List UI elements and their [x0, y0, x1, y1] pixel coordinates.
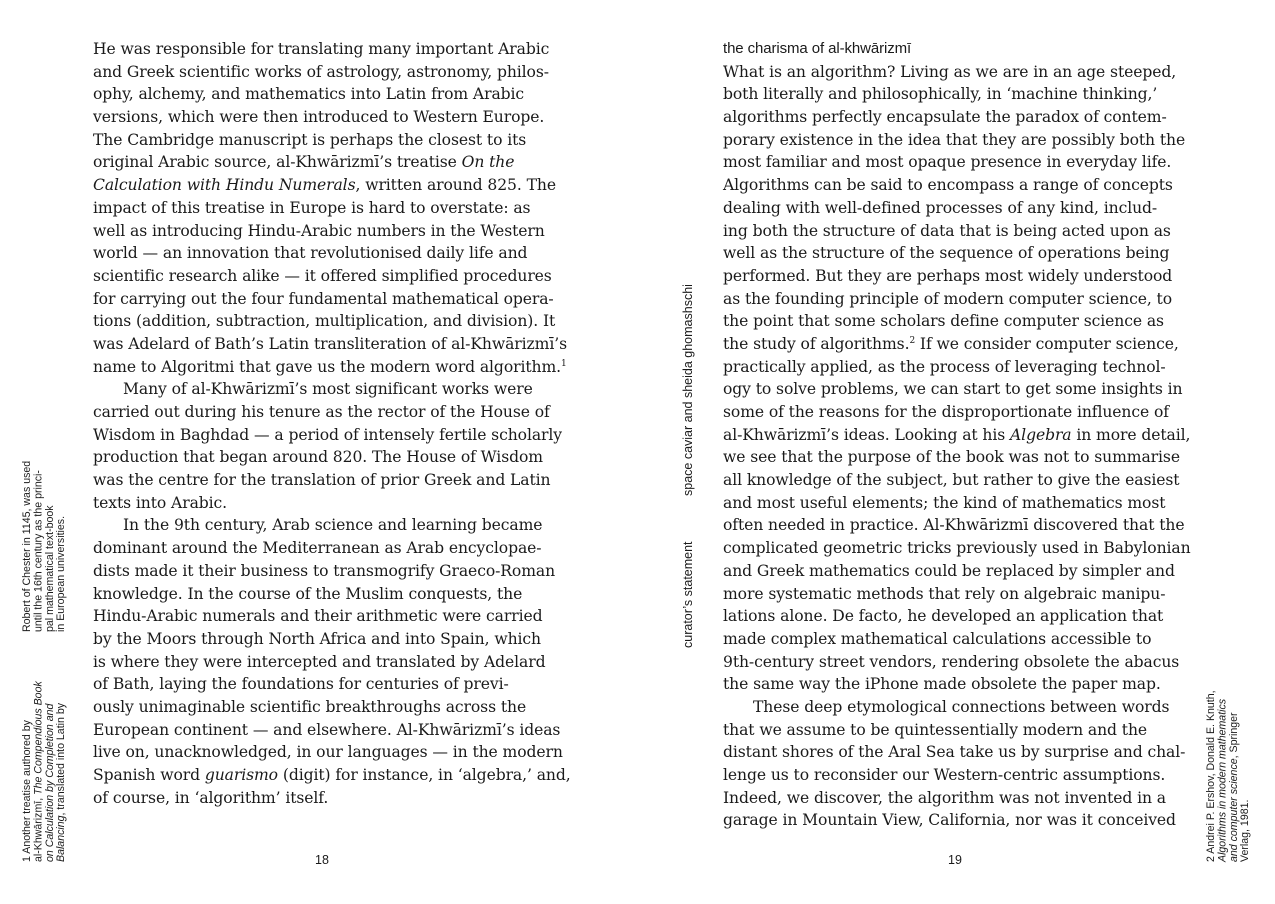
text-line — [723, 288, 1193, 311]
text-line — [93, 469, 563, 492]
text-line — [93, 719, 563, 742]
footnote-text: , translated into Latin by — [55, 702, 68, 816]
italic-title: guarismo — [204, 766, 278, 784]
text-line — [93, 537, 563, 560]
line-text: the same way the iPhone made obsolete the paper map. — [723, 675, 1161, 694]
line-text: In the 9th century, Arab science and learning became — [123, 516, 543, 535]
text-line — [723, 628, 1193, 651]
line-text: scientific research alike — it offered simplified procedures — [93, 266, 552, 285]
footnote-title: Balancing — [55, 815, 68, 862]
line-text: If we consider computer science, — [915, 334, 1179, 353]
text-line — [93, 242, 563, 265]
text-line — [723, 220, 1193, 243]
text-line — [723, 265, 1193, 288]
footnote-line — [56, 640, 67, 862]
line-text: most familiar and most opaque presence in everyday life. — [723, 153, 1172, 172]
text-line — [93, 288, 563, 311]
line-text: Algorithms can be said to encompass a range of concepts — [723, 176, 1173, 195]
text-line — [93, 38, 563, 61]
line-text: lenge us to reconsider our Western-centric assumptions. — [723, 766, 1166, 784]
text-line — [93, 560, 563, 583]
footnote-ref: 1 — [561, 358, 567, 369]
line-text: we see that the purpose of the book was not to summarise — [723, 448, 1180, 467]
italic-title: Calculation with Hindu Numerals — [93, 176, 356, 195]
line-text: name to Algoritmi that gave us the modern word algorithm. — [93, 357, 561, 376]
line-text: and most useful elements; the kind of mathematics most — [723, 493, 1166, 512]
line-text: Hindu-Arabic numerals and their arithmetic were carried — [93, 607, 543, 626]
right-page-body — [723, 38, 1193, 832]
text-line — [93, 310, 563, 333]
line-text: He was responsible for translating many important Arabic — [93, 40, 550, 58]
text-line — [723, 356, 1193, 379]
text-line — [723, 61, 1193, 84]
text-line — [93, 356, 567, 379]
line-text: carried out during his tenure as the rector of the House of — [93, 403, 550, 421]
section-title: the charisma of al-khwārizmī — [723, 40, 912, 57]
line-text: tions (addition, subtraction, multiplication, and division). It — [93, 312, 556, 331]
footnote-1-part-1 — [22, 640, 68, 862]
footnote-title: Algorithms in modern mathematics — [1216, 698, 1229, 862]
line-text: algorithms perfectly encapsulate the paradox of contem- — [723, 108, 1167, 127]
line-text: versions, which were then introduced to Western Europe. — [93, 108, 545, 127]
text-line — [723, 741, 1193, 764]
footnote-line: pal mathematical text-book — [43, 505, 56, 632]
line-text: some of the reasons for the disproportionate influence of — [723, 403, 1169, 421]
line-text: What is an algorithm? Living as we are in an age steeped, — [723, 62, 1177, 81]
line-text: often needed in practice. Al-Khwārizmī discovered that the — [723, 516, 1185, 535]
text-line — [93, 151, 563, 174]
page-number-left: 18 — [315, 853, 329, 867]
text-line — [723, 469, 1193, 492]
line-text: ing both the structure of data that is being acted upon as — [723, 221, 1171, 240]
line-text: complicated geometric tricks previously used in Babylonian — [723, 539, 1191, 558]
footnote-title: The Compendious Book — [32, 681, 45, 795]
line-text: porary existence in the idea that they are possibly both the — [723, 130, 1186, 149]
line-text: and Greek mathematics could be replaced by simpler and — [723, 561, 1175, 580]
footnote-line: 2 Andrei P. Ershov, Donald E. Knuth, — [1205, 690, 1217, 862]
line-text: that we assume to be quintessentially modern and the — [723, 720, 1148, 739]
text-line — [723, 401, 1193, 424]
text-line — [723, 424, 1193, 447]
text-line — [93, 83, 563, 106]
line-text: practically applied, as the process of leveraging technol- — [723, 357, 1166, 376]
footnote-line: in European universities. — [55, 515, 68, 632]
text-line — [723, 651, 1193, 674]
line-text: made complex mathematical calculations accessible to — [723, 629, 1152, 648]
text-line — [723, 106, 1193, 129]
text-line — [93, 378, 563, 401]
line-text: distant shores of the Aral Sea take us by surprise and chal- — [723, 743, 1186, 762]
line-text: was the centre for the translation of prior Greek and Latin — [93, 471, 551, 490]
line-text: impact of this treatise in Europe is hard to overstate: as — [93, 198, 531, 217]
text-line — [93, 764, 571, 787]
line-text: and Greek scientific works of astrology, astronomy, philos- — [93, 62, 549, 81]
italic-title: Algebra — [1010, 425, 1072, 444]
line-text: Wisdom in Baghdad — a period of intensely fertile scholarly — [93, 425, 562, 444]
line-text: more systematic methods that rely on algebraic manipu- — [723, 584, 1166, 603]
line-text: knowledge. In the course of the Muslim conquests, the — [93, 584, 523, 603]
line-text: production that began around 820. The House of Wisdom — [93, 448, 543, 467]
line-text: of Bath, laying the foundations for centuries of previ- — [93, 675, 509, 694]
text-line — [723, 310, 1193, 333]
text-line — [93, 583, 563, 606]
line-text: the point that some scholars define computer science as — [723, 312, 1164, 331]
text-line — [723, 583, 1193, 606]
line-text: ously unimaginable scientific breakthroughs across the — [93, 697, 527, 716]
text-line — [93, 220, 563, 243]
footnote-ref: 2 — [909, 335, 916, 346]
text-line — [723, 151, 1193, 174]
footnote-text: al-Khwārizmī, — [32, 794, 45, 862]
text-line — [93, 106, 563, 129]
line-text: 9th-century street vendors, rendering obsolete the abacus — [723, 652, 1180, 671]
line-text: in more detail, — [1071, 425, 1191, 444]
text-line — [723, 174, 1193, 197]
text-line — [93, 514, 563, 537]
text-line — [723, 696, 1193, 719]
text-line — [723, 197, 1193, 220]
footnote-line: until the 16th century as the princi- — [32, 470, 45, 632]
text-line — [93, 673, 563, 696]
footnote-line: Robert of Chester in 1145, was used — [21, 460, 33, 632]
text-line — [93, 492, 563, 515]
text-line — [723, 809, 1193, 832]
line-text: texts into Arabic. — [93, 493, 228, 512]
line-text: European continent — and elsewhere. Al-Khwārizmī’s ideas — [93, 720, 561, 739]
footnote-line — [1229, 630, 1240, 862]
text-line — [723, 764, 1193, 787]
text-line — [93, 333, 567, 356]
line-text: These deep etymological connections between words — [753, 697, 1170, 716]
line-text: as the founding principle of modern computer science, to — [723, 289, 1173, 308]
text-line — [93, 446, 563, 469]
italic-title: On the — [461, 153, 515, 172]
line-text: dealing with well-defined processes of any kind, includ- — [723, 198, 1158, 217]
footnote-2 — [1206, 630, 1252, 862]
text-line — [723, 83, 1193, 106]
line-text: well as the structure of the sequence of operations being — [723, 244, 1170, 263]
footnote-title: and computer science — [1227, 758, 1240, 862]
line-text: lations alone. De facto, he developed an application that — [723, 607, 1164, 626]
line-text: the study of algorithms. — [723, 334, 910, 353]
text-line — [93, 61, 563, 84]
text-line — [93, 741, 563, 764]
line-text: Spanish word — [93, 766, 205, 784]
line-text: well as introducing Hindu-Arabic numbers in the Western — [93, 221, 545, 240]
line-text: (digit) for instance, in ‘algebra,’ and, — [277, 766, 571, 784]
text-line — [723, 446, 1193, 469]
line-text: dists made it their business to transmogrify Graeco-Roman — [93, 561, 556, 580]
line-text: live on, unacknowledged, in our languages — in the modern — [93, 743, 563, 762]
text-line — [93, 787, 563, 810]
line-text: Indeed, we discover, the algorithm was not invented in a — [723, 788, 1166, 807]
line-text: for carrying out the four fundamental mathematical opera- — [93, 289, 554, 308]
footnote-1-part-2 — [22, 420, 68, 632]
line-text: garage in Mountain View, California, nor was it conceived — [723, 811, 1176, 830]
text-line — [723, 514, 1193, 537]
line-text: all knowledge of the subject, but rather to give the easiest — [723, 471, 1180, 490]
line-text: original Arabic source, al-Khwārizmī’s treatise — [93, 153, 462, 172]
text-line — [723, 605, 1193, 628]
text-line — [723, 719, 1193, 742]
text-line — [93, 605, 563, 628]
line-text: dominant around the Mediterranean as Arab encyclopae- — [93, 539, 542, 558]
text-line — [723, 333, 1193, 356]
footnote-title: on Calculation by Completion and — [43, 703, 56, 862]
text-line — [93, 651, 563, 674]
footnote-line: 1 Another treatise authored by — [21, 720, 33, 862]
text-line — [723, 537, 1193, 560]
text-line — [93, 696, 563, 719]
line-text: of course, in ‘algorithm’ itself. — [93, 788, 329, 807]
text-line — [723, 492, 1193, 515]
text-line — [93, 197, 563, 220]
running-head-section: curator’s statement — [681, 541, 695, 648]
line-text: ogy to solve problems, we can start to get some insights in — [723, 380, 1183, 399]
text-line — [723, 560, 1193, 583]
page-number-right: 19 — [948, 853, 962, 867]
line-text: by the Moors through North Africa and into Spain, which — [93, 629, 541, 648]
text-line — [93, 265, 563, 288]
text-line — [723, 673, 1193, 696]
line-text: performed. But they are perhaps most widely understood — [723, 266, 1173, 285]
text-line — [93, 129, 563, 152]
line-text: ophy, alchemy, and mathematics into Latin from Arabic — [93, 85, 525, 104]
running-head-authors: space caviar and sheida ghomashschi — [681, 284, 695, 496]
text-line — [93, 401, 563, 424]
line-text: world — an innovation that revolutionised daily life and — [93, 244, 528, 263]
line-text: The Cambridge manuscript is perhaps the closest to its — [93, 130, 527, 149]
line-text: al-Khwārizmī’s ideas. Looking at his — [723, 425, 1011, 444]
text-line — [723, 378, 1193, 401]
line-text: is where they were intercepted and translated by Adelard — [93, 652, 546, 671]
footnote-line: Verlag, 1981. — [1239, 799, 1252, 862]
footnote-text: , Springer — [1227, 712, 1240, 759]
line-text: Many of al-Khwārizmī’s most significant works were — [123, 380, 533, 399]
text-line — [93, 628, 563, 651]
line-text: both literally and philosophically, in ‘machine thinking,’ — [723, 85, 1158, 104]
left-page-body — [93, 38, 571, 809]
line-text: was Adelard of Bath’s Latin transliteration of al-Khwārizmī’s — [93, 334, 567, 353]
text-line — [93, 174, 563, 197]
text-line — [723, 129, 1193, 152]
text-line — [723, 242, 1193, 265]
line-text: , written around 825. The — [355, 176, 556, 195]
text-line — [93, 424, 563, 447]
text-line — [723, 787, 1193, 810]
